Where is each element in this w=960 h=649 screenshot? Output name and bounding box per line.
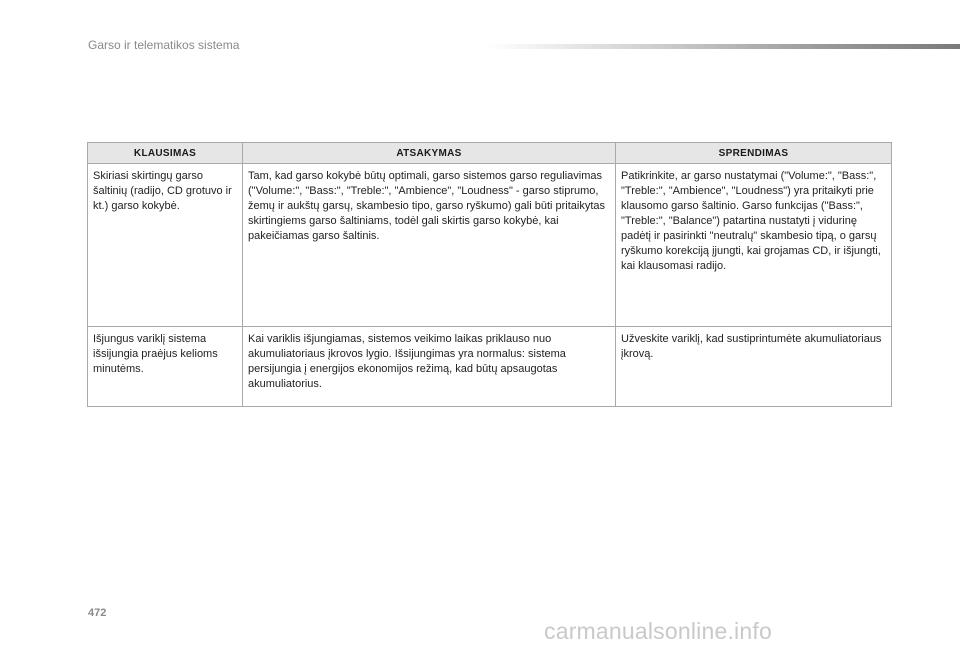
table-header-row	[88, 143, 892, 164]
column-header-answer: ATSAKYMAS	[243, 143, 616, 164]
page-number: 472	[88, 607, 107, 619]
question-cell: Skiriasi skirtingų garso šaltinių (radijo, CD grotuvo ir kt.) garso kokybė.	[88, 164, 243, 327]
faq-table	[87, 142, 892, 407]
column-header-solution: SPRENDIMAS	[616, 143, 892, 164]
column-header-question: KLAUSIMAS	[88, 143, 243, 164]
table-row	[88, 327, 892, 407]
header-gradient-bar	[488, 44, 960, 49]
question-cell: Išjungus variklį sistema išsijungia praėjus kelioms minutėms.	[88, 327, 243, 407]
solution-cell: Užveskite variklį, kad sustiprintumėte akumuliatoriaus įkrovą.	[616, 327, 892, 407]
answer-cell: Kai variklis išjungiamas, sistemos veikimo laikas priklauso nuo akumuliatoriaus įkrovos lygio. Išsijungimas yra normalus: sistema persijungia į energijos ekonomijos režimą, kad būtų apsaugotas akumuliatorius.	[243, 327, 616, 407]
answer-cell: Tam, kad garso kokybė būtų optimali, garso sistemos garso reguliavimas ("Volume:", "Bass:", "Treble:", "Ambience", "Loudness" - garso stiprumo, žemų ir aukštų garsų, skambesio tipo, garso ryškumo) gali būti pritaikytas skirtingiems garso šaltiniams, todėl gali skirtis garso kokybė, kai pakeičiamas garso šaltinis.	[243, 164, 616, 327]
table-row	[88, 164, 892, 327]
watermark: carmanualsonline.info	[544, 618, 772, 644]
section-title: Garso ir telematikos sistema	[88, 38, 240, 52]
solution-cell: Patikrinkite, ar garso nustatymai ("Volume:", "Bass:", "Treble:", "Ambience", "Loudness") yra pritaikyti prie klausomo garso šaltinio. Garso funkcijas ("Bass:", "Treble:", "Balance") patartina nustatyti į vidurinę padėtį ir pasirinkti "neutralų" skambesio tipą, o garsų ryškumo korekciją įjungti, kai grojamas CD, ir išjungti, kai klausomasi radijo.	[616, 164, 892, 327]
